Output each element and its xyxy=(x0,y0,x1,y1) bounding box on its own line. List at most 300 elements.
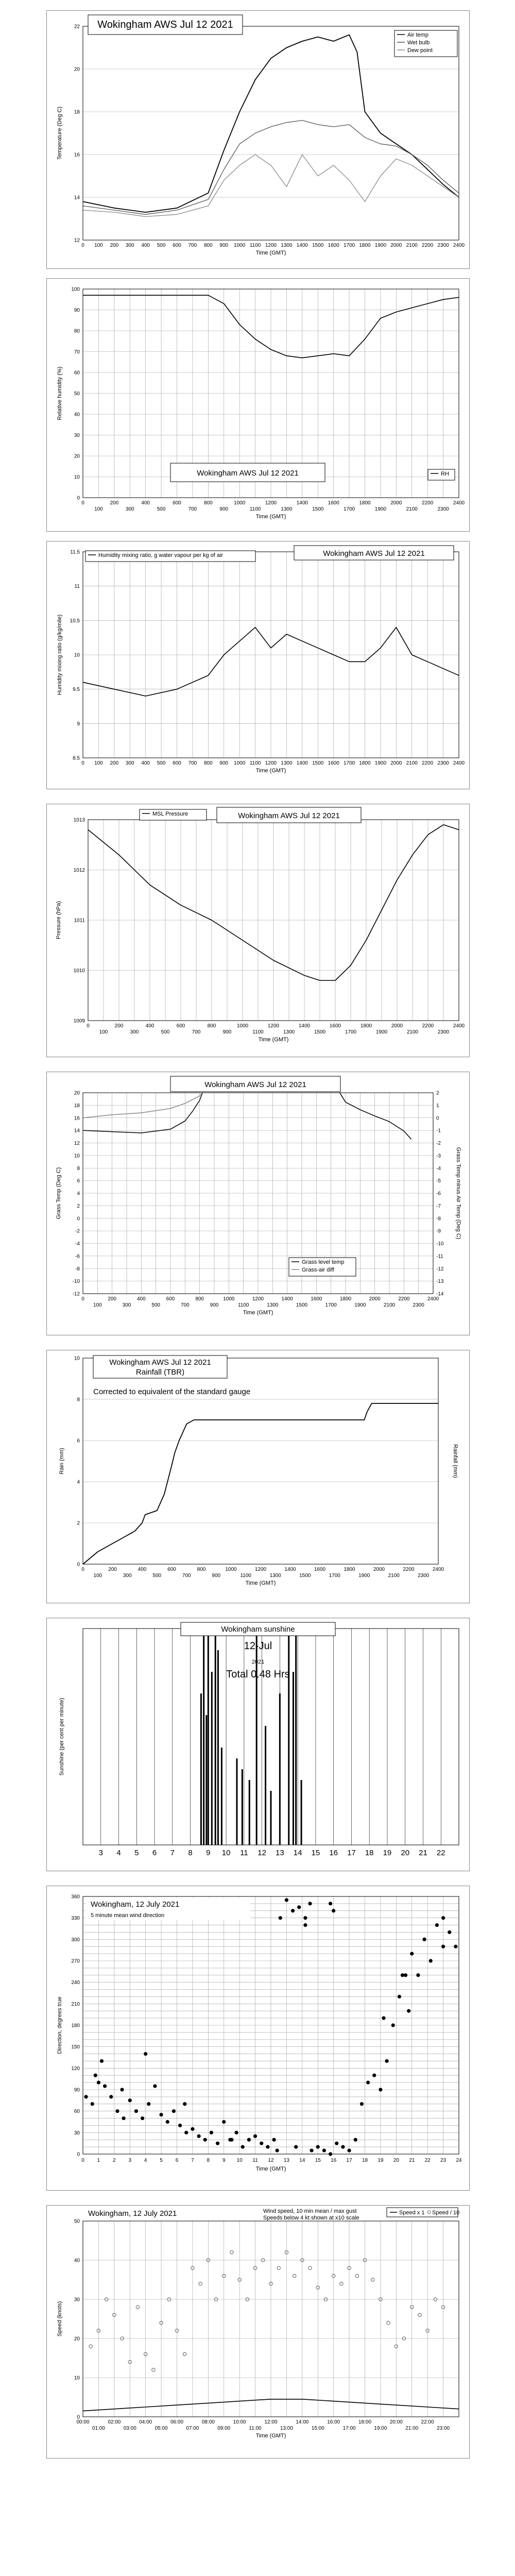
wind-direction-point xyxy=(410,1952,414,1956)
legend-label: MSL Pressure xyxy=(152,811,188,817)
x-tick-label: 600 xyxy=(173,760,181,766)
y-tick-label: 2 xyxy=(77,1203,80,1209)
wind-direction-point xyxy=(247,2138,251,2142)
x-tick-label: 14:00 xyxy=(296,2419,309,2425)
x-tick-label: 22 xyxy=(424,2158,431,2163)
x-tick-label: 7 xyxy=(191,2158,194,2163)
x-tick-label: 1100 xyxy=(249,760,261,766)
x-tick-label: 16 xyxy=(331,2158,337,2163)
y-tick-label: 50 xyxy=(74,391,80,397)
x-tick-label: 1700 xyxy=(343,243,355,248)
x-tick-label: 1500 xyxy=(314,1029,326,1035)
x-tick-label: 800 xyxy=(203,243,213,248)
wind-direction-point xyxy=(94,2074,97,2077)
x-tick-label: 300 xyxy=(130,1029,139,1035)
chart-title: Wokingham sunshine xyxy=(221,1625,295,1634)
y-tick-label: 1013 xyxy=(73,817,85,823)
y-tick-label: -10 xyxy=(72,1279,80,1285)
y-tick-label: 240 xyxy=(71,1980,80,1986)
x-tick-label: 02:00 xyxy=(108,2419,121,2425)
wind-direction-point xyxy=(366,2081,370,2084)
wind-direction-point xyxy=(91,2102,94,2106)
x-tick-label: 1000 xyxy=(223,1296,235,1302)
x-tick-label: 2100 xyxy=(406,243,418,248)
sunshine-chart-panel xyxy=(46,1618,470,1871)
x-tick-label: 08:00 xyxy=(201,2419,215,2425)
y-tick-label: 12 xyxy=(74,1141,80,1146)
x-tick-label: 2000 xyxy=(390,760,402,766)
y-tick-label: 330 xyxy=(71,1916,80,1922)
y-tick-label: 60 xyxy=(74,2109,80,2115)
wind-direction-point xyxy=(416,1973,420,1977)
x-tick-label: 00:00 xyxy=(76,2419,90,2425)
x-tick-label: 2400 xyxy=(453,243,465,248)
wind-direction-point xyxy=(210,2131,213,2134)
x-tick-label: 16 xyxy=(329,1849,338,1857)
wind-direction-point xyxy=(159,2113,163,2116)
chart-title: Wokingham, 12 July 2021 xyxy=(91,1900,180,1909)
x-tick-label: 13 xyxy=(283,2158,289,2163)
x-tick-label: 100 xyxy=(94,506,103,512)
wind-direction-point xyxy=(401,1973,404,1977)
rainfall-chart-panel xyxy=(46,1350,470,1603)
wind-direction-chart xyxy=(47,1886,469,2190)
wind-direction-point xyxy=(391,2023,395,2027)
y-axis-label: Grass Temp (Deg C) xyxy=(56,1167,62,1219)
y-tick-label: 10 xyxy=(74,2375,80,2381)
x-tick-label: 700 xyxy=(188,243,197,248)
right-y-tick-label: 2 xyxy=(436,1090,439,1096)
wind-direction-point xyxy=(120,2088,124,2091)
wind-direction-point xyxy=(316,2145,320,2149)
y-tick-label: -6 xyxy=(75,1253,80,1260)
x-tick-label: 2200 xyxy=(398,1296,410,1302)
right-y-tick-label: -3 xyxy=(436,1153,441,1159)
chart-subtitle: Wind speed, 10 min mean / max gust xyxy=(263,2208,357,2214)
x-tick-label: 11 xyxy=(240,1849,248,1857)
x-tick-label: 2300 xyxy=(413,1302,424,1308)
chart-title: Wokingham AWS Jul 12 2021 xyxy=(109,1358,211,1367)
wind-direction-point xyxy=(372,2074,376,2077)
legend-label: Air temp xyxy=(407,32,428,38)
x-tick-label: 19:00 xyxy=(374,2426,387,2431)
y-tick-label: 11 xyxy=(74,584,80,590)
y-axis-label: Pressure (hPa) xyxy=(56,901,62,939)
x-tick-label: 1700 xyxy=(343,506,355,512)
right-y-tick-label: -6 xyxy=(436,1191,441,1197)
sunshine-bar xyxy=(279,1693,281,1845)
x-tick-label: 800 xyxy=(203,760,213,766)
sunshine-chart xyxy=(47,1618,469,1871)
x-tick-label: 1400 xyxy=(281,1296,293,1302)
y-tick-label: 20 xyxy=(74,1090,80,1096)
x-tick-label: 200 xyxy=(110,243,119,248)
sunshine-bar xyxy=(293,1672,294,1845)
x-tick-label: 1100 xyxy=(249,506,261,512)
wind-direction-point xyxy=(147,2102,150,2106)
x-tick-label: 1300 xyxy=(269,1573,281,1579)
wind-speed-chart xyxy=(47,2206,469,2458)
wind-direction-chart-panel xyxy=(46,1886,470,2191)
sunshine-bar xyxy=(249,1780,250,1845)
x-tick-label: 1700 xyxy=(345,1029,357,1035)
rainfall-chart xyxy=(47,1350,469,1603)
x-tick-label: 1400 xyxy=(284,1567,296,1572)
wind-direction-point xyxy=(203,2138,207,2142)
x-tick-label: 800 xyxy=(197,1567,206,1572)
wind-direction-point xyxy=(234,2131,238,2134)
y-tick-label: 22 xyxy=(74,24,80,30)
wind-direction-point xyxy=(153,2084,157,2088)
x-tick-label: 15 xyxy=(311,1849,320,1857)
x-tick-label: 900 xyxy=(219,760,229,766)
x-axis-label: Time (GMT) xyxy=(255,2433,286,2439)
y-tick-label: -2 xyxy=(75,1228,80,1234)
y-axis-label: Direction, degrees true xyxy=(57,1996,63,2054)
x-tick-label: 13 xyxy=(276,1849,284,1857)
y-axis-label: Speed (knots) xyxy=(57,2301,63,2337)
x-tick-label: 1600 xyxy=(328,243,339,248)
sunshine-bar xyxy=(270,1791,272,1845)
y-tick-label: 90 xyxy=(74,2087,80,2093)
x-tick-label: 2000 xyxy=(390,500,402,506)
y-tick-label: 80 xyxy=(74,328,80,334)
y-tick-label: 9.5 xyxy=(73,687,80,693)
x-tick-label: 200 xyxy=(108,1567,117,1572)
x-tick-label: 14 xyxy=(293,1849,302,1857)
x-tick-label: 12:00 xyxy=(264,2419,278,2425)
x-tick-label: 24 xyxy=(456,2158,462,2163)
x-tick-label: 1900 xyxy=(375,1029,388,1035)
x-tick-label: 18 xyxy=(362,2158,368,2163)
y-tick-label: 4 xyxy=(77,1479,80,1485)
x-tick-label: 19 xyxy=(383,1849,392,1857)
chart-date: 12-Jul xyxy=(244,1640,272,1652)
x-tick-label: 2200 xyxy=(422,1023,434,1029)
x-tick-label: 1600 xyxy=(328,760,339,766)
x-tick-label: 04:00 xyxy=(139,2419,152,2425)
wind-direction-point xyxy=(354,2138,357,2142)
wind-direction-point xyxy=(407,2009,410,2013)
x-tick-label: 1900 xyxy=(374,243,387,248)
right-y-tick-label: -7 xyxy=(436,1203,441,1209)
x-tick-label: 0 xyxy=(87,1023,90,1029)
y-tick-label: 10 xyxy=(74,1153,80,1159)
x-tick-label: 1600 xyxy=(311,1296,322,1302)
wind-direction-point xyxy=(100,2059,104,2063)
y-tick-label: 8 xyxy=(77,1165,80,1172)
y-tick-label: 300 xyxy=(71,1937,80,1943)
y-tick-label: 20 xyxy=(74,453,80,460)
y-tick-label: 30 xyxy=(74,2297,80,2303)
x-tick-label: 0 xyxy=(81,760,84,766)
legend-label: Wet bulb xyxy=(407,40,430,46)
x-tick-label: 23:00 xyxy=(437,2426,450,2431)
wind-direction-point xyxy=(308,1902,312,1905)
y-tick-label: 14 xyxy=(74,1128,80,1134)
y-tick-label: 4 xyxy=(77,1191,80,1197)
y-tick-label: 9 xyxy=(77,721,80,727)
wind-direction-point xyxy=(303,1923,307,1927)
x-tick-label: 200 xyxy=(114,1023,124,1029)
y-tick-label: 10 xyxy=(74,652,80,658)
chart-title: Wokingham AWS Jul 12 2021 xyxy=(238,811,340,820)
wind-direction-point xyxy=(253,2134,257,2138)
x-tick-label: 1400 xyxy=(296,243,308,248)
y-tick-label: 11.5 xyxy=(70,549,80,555)
x-tick-label: 9 xyxy=(206,1849,211,1857)
sunshine-bar xyxy=(217,1650,219,1845)
y-tick-label: 120 xyxy=(71,2065,80,2072)
sunshine-bar xyxy=(215,1629,216,1845)
x-tick-label: 05:00 xyxy=(154,2426,168,2431)
wind-direction-point xyxy=(191,2127,194,2131)
x-tick-label: 9 xyxy=(222,2158,226,2163)
x-tick-label: 2400 xyxy=(432,1567,444,1572)
x-tick-label: 07:00 xyxy=(186,2426,199,2431)
x-tick-label: 3 xyxy=(128,2158,132,2163)
x-tick-label: 900 xyxy=(219,506,229,512)
right-y-tick-label: -12 xyxy=(436,1266,444,1272)
wind-direction-point xyxy=(197,2134,200,2138)
x-tick-label: 2300 xyxy=(437,760,449,766)
y-axis-label: Temperature (Deg C) xyxy=(57,106,63,160)
x-tick-label: 300 xyxy=(123,1573,132,1579)
x-tick-label: 700 xyxy=(188,506,197,512)
x-axis-label: Time (GMT) xyxy=(255,514,286,520)
x-tick-label: 1900 xyxy=(374,760,387,766)
x-tick-label: 4 xyxy=(144,2158,147,2163)
x-tick-label: 2000 xyxy=(390,243,402,248)
wind-direction-point xyxy=(276,2148,279,2152)
wind-direction-point xyxy=(285,1898,288,1902)
x-tick-label: 1100 xyxy=(240,1573,252,1579)
x-tick-label: 1900 xyxy=(354,1302,366,1308)
humidity-chart-panel xyxy=(46,278,470,532)
x-tick-label: 900 xyxy=(212,1573,221,1579)
x-tick-label: 200 xyxy=(110,500,119,506)
x-tick-label: 1100 xyxy=(252,1029,264,1035)
x-tick-label: 1800 xyxy=(359,760,371,766)
wind-direction-point xyxy=(291,1909,295,1912)
grass-temp-chart-panel xyxy=(46,1072,470,1335)
wind-direction-point xyxy=(335,2142,338,2145)
wind-direction-point xyxy=(294,2145,298,2149)
x-tick-label: 09:00 xyxy=(217,2426,231,2431)
x-tick-label: 1600 xyxy=(329,1023,341,1029)
x-tick-label: 19 xyxy=(377,2158,384,2163)
x-tick-label: 2300 xyxy=(437,243,449,248)
x-tick-label: 1800 xyxy=(359,243,371,248)
x-tick-label: 400 xyxy=(138,1567,147,1572)
x-tick-label: 1200 xyxy=(252,1296,264,1302)
y-tick-label: 1012 xyxy=(73,868,85,873)
sunshine-bar xyxy=(205,1715,207,1845)
legend-label: Speed / 10 xyxy=(432,2210,460,2216)
x-tick-label: 1000 xyxy=(234,243,246,248)
x-tick-label: 11:00 xyxy=(249,2426,262,2431)
x-tick-label: 100 xyxy=(99,1029,108,1035)
x-tick-label: 2100 xyxy=(406,760,418,766)
x-tick-label: 900 xyxy=(219,243,229,248)
x-axis-label: Time (GMT) xyxy=(243,1310,273,1316)
x-tick-label: 1400 xyxy=(296,760,308,766)
y-tick-label: 2 xyxy=(77,1520,80,1527)
legend-label: Humidity mixing ratio, g water vapour per kg of air xyxy=(98,552,224,558)
y-axis-label: Relative humidity (%) xyxy=(57,366,63,420)
x-tick-label: 2300 xyxy=(437,506,449,512)
x-tick-label: 100 xyxy=(93,1302,102,1308)
right-y-tick-label: -11 xyxy=(436,1253,443,1260)
x-tick-label: 600 xyxy=(167,1567,176,1572)
x-tick-label: 1300 xyxy=(281,760,293,766)
x-tick-label: 23 xyxy=(440,2158,447,2163)
chart-subtitle: Rainfall (TBR) xyxy=(135,1368,185,1377)
x-tick-label: 1500 xyxy=(312,506,324,512)
x-tick-label: 1200 xyxy=(265,760,277,766)
right-y-tick-label: -4 xyxy=(436,1165,441,1172)
sunshine-bar xyxy=(208,1629,209,1845)
wind-direction-point xyxy=(332,1909,335,1912)
y-tick-label: 20 xyxy=(74,2336,80,2342)
x-tick-label: 500 xyxy=(151,1302,161,1308)
wind-direction-point xyxy=(429,1959,433,1962)
x-tick-label: 1500 xyxy=(296,1302,308,1308)
wind-direction-point xyxy=(310,2148,313,2152)
wind-direction-point xyxy=(379,2088,382,2091)
y-tick-label: 50 xyxy=(74,2218,80,2225)
x-tick-label: 1800 xyxy=(360,1023,372,1029)
y-tick-label: 20 xyxy=(74,66,80,73)
wind-direction-point xyxy=(103,2084,107,2088)
x-tick-label: 20 xyxy=(393,2158,399,2163)
legend-label: Speed x 1 xyxy=(399,2210,425,2216)
x-tick-label: 300 xyxy=(125,506,134,512)
x-tick-label: 2300 xyxy=(418,1573,430,1579)
y-tick-label: 10 xyxy=(74,474,80,480)
x-tick-label: 300 xyxy=(125,243,134,248)
x-tick-label: 3 xyxy=(98,1849,103,1857)
sunshine-bar xyxy=(200,1693,202,1845)
x-tick-label: 1800 xyxy=(359,500,371,506)
sunshine-bar xyxy=(236,1758,237,1845)
x-tick-label: 1400 xyxy=(296,500,308,506)
x-tick-label: 1500 xyxy=(312,760,324,766)
right-y-axis-label: Rainfall (mm) xyxy=(452,1444,458,1478)
x-tick-label: 600 xyxy=(173,243,181,248)
right-y-tick-label: 0 xyxy=(436,1115,439,1122)
y-tick-label: 40 xyxy=(74,412,80,418)
wind-direction-point xyxy=(166,2120,169,2124)
y-tick-label: 180 xyxy=(71,2023,80,2029)
x-tick-label: 400 xyxy=(141,243,150,248)
wind-direction-point xyxy=(297,1905,301,1909)
x-tick-label: 4 xyxy=(116,1849,121,1857)
wind-direction-point xyxy=(441,1916,445,1920)
x-tick-label: 21 xyxy=(409,2158,415,2163)
x-tick-label: 2100 xyxy=(406,506,418,512)
x-tick-label: 8 xyxy=(207,2158,210,2163)
x-tick-label: 500 xyxy=(157,760,166,766)
x-tick-label: 01:00 xyxy=(92,2426,105,2431)
right-y-tick-label: -1 xyxy=(436,1128,441,1134)
wind-speed-chart-panel xyxy=(46,2205,470,2459)
y-tick-label: 210 xyxy=(71,2001,80,2007)
wind-direction-point xyxy=(435,1923,439,1927)
x-tick-label: 700 xyxy=(192,1029,201,1035)
x-tick-label: 400 xyxy=(145,1023,154,1029)
x-tick-label: 1200 xyxy=(265,500,277,506)
x-tick-label: 2200 xyxy=(422,500,434,506)
y-tick-label: 10 xyxy=(74,1355,80,1362)
y-tick-label: 60 xyxy=(74,370,80,376)
x-tick-label: 500 xyxy=(157,243,166,248)
x-tick-label: 7 xyxy=(170,1849,175,1857)
sunshine-bar xyxy=(221,1748,222,1845)
chart-year: 2021 xyxy=(251,1659,265,1665)
wind-direction-point xyxy=(260,2142,263,2145)
wind-direction-point xyxy=(141,2116,144,2120)
x-tick-label: 0 xyxy=(81,500,84,506)
y-tick-label: -8 xyxy=(75,1266,80,1272)
x-tick-label: 03:00 xyxy=(123,2426,136,2431)
y-axis-label: Rain (mm) xyxy=(59,1448,65,1475)
y-tick-label: 1011 xyxy=(74,918,85,924)
right-y-tick-label: 1 xyxy=(436,1103,439,1109)
wind-direction-point xyxy=(441,1945,445,1948)
temperature-chart xyxy=(47,11,469,268)
wind-direction-point xyxy=(128,2098,132,2102)
x-tick-label: 0 xyxy=(81,2158,84,2163)
wind-direction-point xyxy=(122,2116,125,2120)
wind-direction-point xyxy=(266,2145,269,2149)
x-tick-label: 21 xyxy=(419,1849,427,1857)
wind-direction-point xyxy=(329,1902,332,1905)
x-tick-label: 1600 xyxy=(328,500,339,506)
x-tick-label: 21:00 xyxy=(405,2426,419,2431)
x-tick-label: 2100 xyxy=(383,1302,396,1308)
grass-temp-chart xyxy=(47,1072,469,1335)
y-axis-label: Sunshine (per cent per minute) xyxy=(59,1698,65,1776)
y-tick-label: 8.5 xyxy=(73,755,80,761)
x-tick-label: 1200 xyxy=(254,1567,267,1572)
wind-direction-point xyxy=(341,2145,345,2149)
x-tick-label: 100 xyxy=(94,243,103,248)
x-tick-label: 700 xyxy=(188,760,197,766)
x-tick-label: 1300 xyxy=(281,506,293,512)
x-tick-label: 100 xyxy=(94,760,103,766)
x-tick-label: 16:00 xyxy=(327,2419,340,2425)
x-tick-label: 1 xyxy=(97,2158,100,2163)
y-tick-label: 270 xyxy=(71,1958,80,1964)
y-tick-label: 0 xyxy=(77,2151,80,2158)
y-tick-label: 18 xyxy=(74,1103,80,1109)
wind-direction-point xyxy=(360,2102,364,2106)
sunshine-bar xyxy=(265,1726,266,1845)
chart-title: Wokingham AWS Jul 12 2021 xyxy=(204,1080,306,1089)
right-y-tick-label: -8 xyxy=(436,1216,441,1222)
x-tick-label: 500 xyxy=(157,506,166,512)
x-axis-label: Time (GMT) xyxy=(255,2166,286,2172)
x-tick-label: 2300 xyxy=(437,1029,450,1035)
x-tick-label: 2000 xyxy=(369,1296,381,1302)
x-tick-label: 800 xyxy=(203,500,213,506)
wind-direction-point xyxy=(230,2138,233,2142)
right-y-tick-label: -13 xyxy=(436,1279,444,1285)
x-tick-label: 1300 xyxy=(283,1029,295,1035)
x-tick-label: 1000 xyxy=(236,1023,249,1029)
x-tick-label: 600 xyxy=(166,1296,175,1302)
